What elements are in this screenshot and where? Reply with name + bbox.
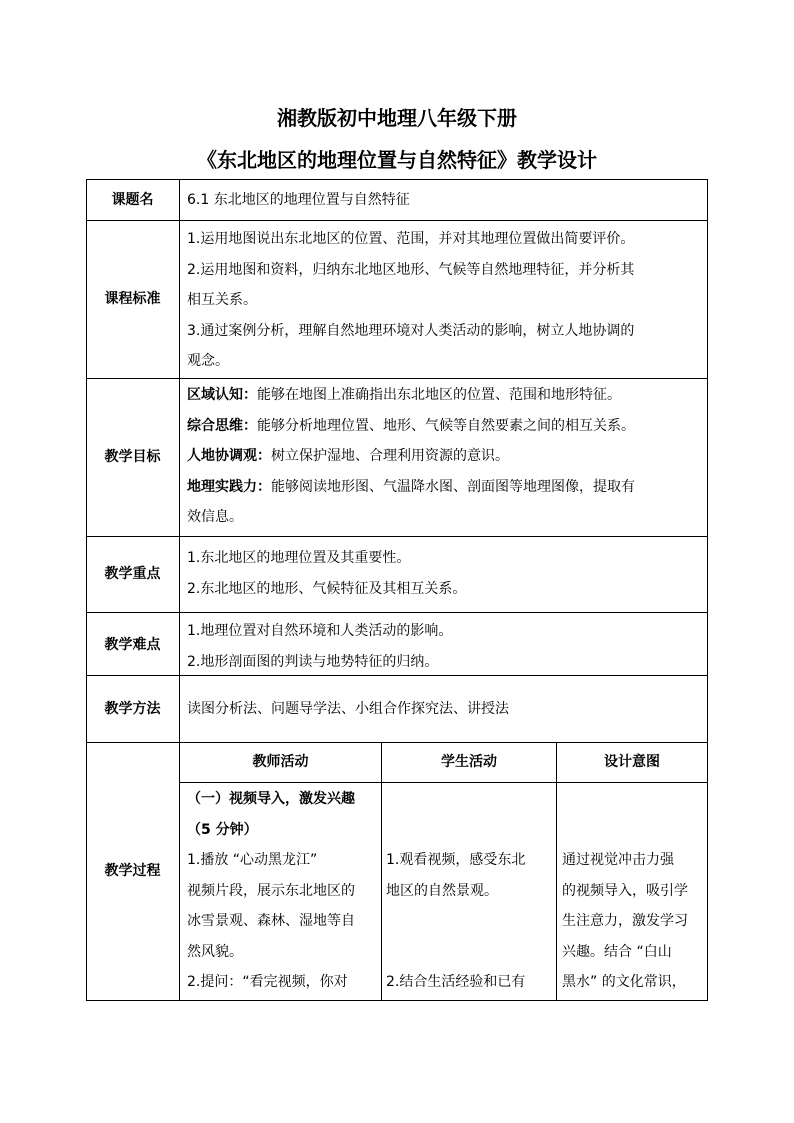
topic-value: 6.1 东北地区的地理位置与自然特征 — [187, 192, 410, 208]
difficulty-line: 2.地形剖面图的判读与地势特征的归纳。 — [187, 653, 439, 670]
intent-line: 黑水” 的文化常识， — [562, 974, 686, 990]
teacher-line: 然风貌。 — [187, 943, 243, 960]
goal-item — [187, 411, 702, 442]
row-label-process: 教学过程 — [104, 863, 161, 879]
row-label-methods: 教学方法 — [104, 701, 161, 717]
goal-item — [187, 380, 702, 411]
key-points-content — [187, 543, 702, 604]
student-line — [386, 937, 554, 968]
section-time: （5 分钟） — [187, 821, 258, 838]
standards-line: 1.运用地图说出东北地区的位置、范围，并对其地理位置做出简要评价。 — [187, 231, 635, 247]
methods-value: 读图分析法、问题导学法、小组合作探究法、讲授法 — [187, 701, 509, 717]
goal-key: 人地协调观： — [187, 448, 271, 464]
goal-item — [187, 441, 702, 472]
difficulty-line: 1.地理位置对自然环境和人类活动的影响。 — [187, 623, 453, 639]
goal-value: 能够在地图上准确指出东北地区的位置、范围和地形特征。 — [257, 387, 621, 403]
goal-value: 能够分析地理位置、地形、气候等自然要素之间的相互关系。 — [257, 417, 635, 434]
design-intent-column — [562, 845, 706, 998]
row-label-topic: 课题名 — [111, 192, 154, 208]
standards-line: 3.通过案例分析，理解自然地理环境对人类活动的影响，树立人地协调的 — [187, 322, 635, 339]
intent-line: 通过视觉冲击力强 — [562, 852, 674, 868]
row-label-difficulties: 教学难点 — [104, 637, 161, 653]
goal-key: 地理实践力： — [187, 478, 271, 495]
standards-line: 相互关系。 — [187, 292, 257, 308]
standards-line: 2.运用地图和资料，归纳东北地区地形、气候等自然地理特征，并分析其 — [187, 261, 635, 278]
standards-line: 观念。 — [187, 353, 229, 369]
process-header-student: 学生活动 — [441, 754, 497, 770]
goal-value: 能够阅读地形图、气温降水图、剖面图等地理图像，提取有 — [271, 478, 635, 495]
teacher-line: 视频片段，展示东北地区的 — [187, 882, 355, 899]
teacher-line: 1.播放 “心动黑龙江” — [187, 852, 318, 868]
teacher-activity-column — [187, 784, 379, 998]
process-header-intent: 设计意图 — [604, 754, 660, 770]
intent-line: 的视频导入，吸引学 — [562, 882, 688, 899]
student-line: 地区的自然景观。 — [386, 882, 498, 899]
document-title: 湘教版初中地理八年级下册 — [277, 106, 517, 130]
student-line — [386, 906, 554, 937]
teacher-line: 冰雪景观、森林、湿地等自 — [187, 913, 355, 929]
goal-key: 区域认知： — [187, 387, 257, 403]
student-line: 2.结合生活经验和已有 — [386, 974, 526, 990]
key-point-line: 2.东北地区的地形、气候特征及其相互关系。 — [187, 580, 467, 597]
lesson-plan-table — [86, 179, 708, 1001]
difficulties-content — [187, 616, 702, 677]
goal-value: 树立保护湿地、合理利用资源的意识。 — [271, 448, 509, 464]
row-label-key-points: 教学重点 — [104, 566, 161, 582]
row-label-standards: 课程标准 — [104, 291, 161, 307]
teacher-line: 2.提问：“看完视频，你对 — [187, 974, 348, 990]
goals-content — [187, 380, 702, 533]
goal-key: 综合思维： — [187, 417, 257, 434]
key-point-line: 1.东北地区的地理位置及其重要性。 — [187, 550, 411, 566]
student-activity-column — [386, 845, 554, 998]
goal-tail: 效信息。 — [187, 509, 243, 525]
section-title: （一）视频导入，激发兴趣 — [187, 791, 355, 807]
intent-line: 兴趣。结合 “白山 — [562, 943, 672, 960]
goal-item — [187, 472, 702, 503]
intent-line: 生注意力，激发学习 — [562, 913, 688, 929]
row-label-goals: 教学目标 — [104, 449, 161, 465]
document-subtitle: 《东北地区的地理位置与自然特征》教学设计 — [197, 148, 597, 172]
student-line: 1.观看视频，感受东北 — [386, 852, 526, 868]
standards-content — [187, 224, 702, 377]
process-header-teacher: 教师活动 — [252, 754, 309, 770]
